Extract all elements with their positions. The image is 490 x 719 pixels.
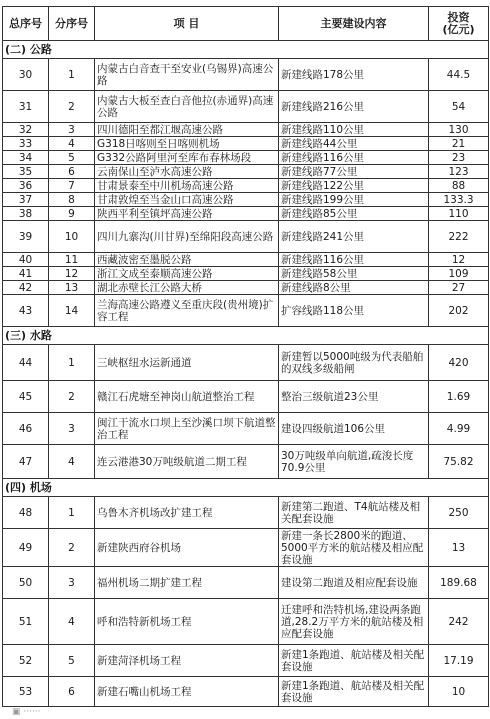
- cell-construction-content: 新建一条长2800米的跑道、5000平方米的航站楼及相应配套设施: [279, 529, 429, 567]
- table-row: [3, 165, 489, 179]
- cell-total-no: 42: [3, 281, 49, 295]
- cell-project-name: 连云港港30万吨级航道二期工程: [95, 445, 279, 479]
- cell-total-no: 34: [3, 151, 49, 165]
- cell-construction-content: 新建线路44公里: [279, 137, 429, 151]
- cell-project-name: 湖北赤壁长江公路大桥: [95, 281, 279, 295]
- cell-construction-content: 新建线路199公里: [279, 193, 429, 207]
- cell-sub-no: 11: [49, 253, 95, 267]
- table-row: [3, 123, 489, 137]
- cell-project-name: 西藏波密至墨脱公路: [95, 253, 279, 267]
- header-investment: 投资 (亿元): [429, 7, 489, 41]
- cell-investment: 202: [429, 295, 489, 327]
- cell-construction-content: 扩容线路118公里: [279, 295, 429, 327]
- cell-construction-content: 新建第二跑道、T4航站楼及相关配套设施: [279, 497, 429, 529]
- cell-project-name: 甘肃敦煌至当金山口高速公路: [95, 193, 279, 207]
- cell-construction-content: 新建线路58公里: [279, 267, 429, 281]
- table-body: [3, 41, 489, 707]
- cell-sub-no: 8: [49, 193, 95, 207]
- cell-total-no: 50: [3, 567, 49, 599]
- cell-total-no: 43: [3, 295, 49, 327]
- cell-project-name: 赣江石虎塘至神岗山航道整治工程: [95, 381, 279, 413]
- cell-investment: 123: [429, 165, 489, 179]
- header-project: 项 目: [95, 7, 279, 41]
- cell-sub-no: 2: [49, 91, 95, 123]
- cell-total-no: 33: [3, 137, 49, 151]
- project-table-document: [2, 6, 488, 707]
- cell-construction-content: 新建线路178公里: [279, 59, 429, 91]
- table-row: [3, 221, 489, 253]
- cell-sub-no: 7: [49, 179, 95, 193]
- cell-sub-no: 12: [49, 267, 95, 281]
- cell-construction-content: 新建线路77公里: [279, 165, 429, 179]
- cell-project-name: 三峡枢纽水运新通道: [95, 345, 279, 381]
- cell-total-no: 32: [3, 123, 49, 137]
- cell-project-name: 闽江干流水口坝上至沙溪口坝下航道整治工程: [95, 413, 279, 445]
- cell-construction-content: 新建暂以5000吨级为代表船舶的双线多级船闸: [279, 345, 429, 381]
- cell-total-no: 45: [3, 381, 49, 413]
- cell-investment: 109: [429, 267, 489, 281]
- cell-total-no: 47: [3, 445, 49, 479]
- cell-project-name: 福州机场二期扩建工程: [95, 567, 279, 599]
- cell-sub-no: 10: [49, 221, 95, 253]
- cell-total-no: 52: [3, 645, 49, 677]
- cell-project-name: 四川德阳至都江堰高速公路: [95, 123, 279, 137]
- cell-total-no: 30: [3, 59, 49, 91]
- cell-total-no: 49: [3, 529, 49, 567]
- cell-investment: 420: [429, 345, 489, 381]
- cell-investment: 250: [429, 497, 489, 529]
- cell-investment: 242: [429, 599, 489, 645]
- cell-investment: 17.19: [429, 645, 489, 677]
- table-row: [3, 207, 489, 221]
- cell-investment: 23: [429, 151, 489, 165]
- cell-investment: 27: [429, 281, 489, 295]
- cell-construction-content: 新建线路216公里: [279, 91, 429, 123]
- cell-total-no: 53: [3, 677, 49, 707]
- cell-project-name: 新建菏泽机场工程: [95, 645, 279, 677]
- cell-project-name: 新建石嘴山机场工程: [95, 677, 279, 707]
- cell-sub-no: 1: [49, 497, 95, 529]
- cell-sub-no: 3: [49, 413, 95, 445]
- section-row: [3, 479, 489, 497]
- cell-sub-no: 1: [49, 345, 95, 381]
- cell-construction-content: 新建线路116公里: [279, 151, 429, 165]
- cell-project-name: G318日喀则至日喀则机场: [95, 137, 279, 151]
- cell-sub-no: 9: [49, 207, 95, 221]
- cell-construction-content: 新建线路110公里: [279, 123, 429, 137]
- cell-sub-no: 3: [49, 123, 95, 137]
- cell-construction-content: 整治三级航道23公里: [279, 381, 429, 413]
- cell-total-no: 41: [3, 267, 49, 281]
- cell-sub-no: 4: [49, 445, 95, 479]
- cell-total-no: 44: [3, 345, 49, 381]
- cell-construction-content: 新建线路241公里: [279, 221, 429, 253]
- cell-total-no: 31: [3, 91, 49, 123]
- section-title: (三) 水路: [3, 327, 489, 345]
- cell-sub-no: 14: [49, 295, 95, 327]
- cell-investment: 13: [429, 529, 489, 567]
- table-row: [3, 151, 489, 165]
- cell-total-no: 51: [3, 599, 49, 645]
- cell-total-no: 38: [3, 207, 49, 221]
- cell-construction-content: 新建1条跑道、航站楼及相关配套设施: [279, 645, 429, 677]
- table-row: [3, 281, 489, 295]
- cell-investment: 110: [429, 207, 489, 221]
- table-row: [3, 91, 489, 123]
- header-content: 主要建设内容: [279, 7, 429, 41]
- cell-construction-content: 新建线路116公里: [279, 253, 429, 267]
- cell-investment: 75.82: [429, 445, 489, 479]
- cell-investment: 54: [429, 91, 489, 123]
- table-row: [3, 267, 489, 281]
- cell-sub-no: 4: [49, 137, 95, 151]
- cell-project-name: 内蒙古白音查干至安业(乌锡界)高速公路: [95, 59, 279, 91]
- table-row: [3, 645, 489, 677]
- cell-total-no: 40: [3, 253, 49, 267]
- table-row: [3, 445, 489, 479]
- cell-investment: 44.5: [429, 59, 489, 91]
- cell-construction-content: 建设第二跑道及相应配套设施: [279, 567, 429, 599]
- cell-construction-content: 新建1条跑道、航站楼及相关配套设施: [279, 677, 429, 707]
- cell-project-name: 乌鲁木齐机场改扩建工程: [95, 497, 279, 529]
- project-table: [2, 6, 489, 707]
- cell-project-name: 内蒙古大板至查白音他拉(赤通界)高速公路: [95, 91, 279, 123]
- table-row: [3, 137, 489, 151]
- cell-project-name: G332公路阿里河至库布春林场段: [95, 151, 279, 165]
- cell-total-no: 35: [3, 165, 49, 179]
- cell-project-name: 四川九寨沟(川甘界)至绵阳段高速公路: [95, 221, 279, 253]
- table-row: [3, 413, 489, 445]
- cell-construction-content: 迁建呼和浩特机场,建设两条跑道,28.2万平方米的航站楼及相应配套设施: [279, 599, 429, 645]
- watermark-image: ▣ ······: [12, 707, 41, 717]
- cell-sub-no: 1: [49, 59, 95, 91]
- table-row: [3, 59, 489, 91]
- cell-project-name: 陕西平利至镇坪高速公路: [95, 207, 279, 221]
- cell-sub-no: 6: [49, 677, 95, 707]
- cell-project-name: 新建陕西府谷机场: [95, 529, 279, 567]
- table-row: [3, 599, 489, 645]
- cell-investment: 130: [429, 123, 489, 137]
- cell-sub-no: 6: [49, 165, 95, 179]
- section-title: (四) 机场: [3, 479, 489, 497]
- cell-construction-content: 新建线路122公里: [279, 179, 429, 193]
- table-row: [3, 179, 489, 193]
- table-row: [3, 497, 489, 529]
- cell-investment: 4.99: [429, 413, 489, 445]
- cell-sub-no: 4: [49, 599, 95, 645]
- table-row: [3, 567, 489, 599]
- cell-total-no: 36: [3, 179, 49, 193]
- cell-construction-content: 新建线路8公里: [279, 281, 429, 295]
- cell-investment: 21: [429, 137, 489, 151]
- cell-sub-no: 3: [49, 567, 95, 599]
- cell-project-name: 呼和浩特新机场工程: [95, 599, 279, 645]
- cell-project-name: 云南保山至泸水高速公路: [95, 165, 279, 179]
- cell-total-no: 48: [3, 497, 49, 529]
- cell-sub-no: 2: [49, 529, 95, 567]
- cell-investment: 10: [429, 677, 489, 707]
- table-row: [3, 295, 489, 327]
- cell-investment: 12: [429, 253, 489, 267]
- table-row: [3, 381, 489, 413]
- cell-investment: 222: [429, 221, 489, 253]
- header-total-no: 总序号: [3, 7, 49, 41]
- cell-construction-content: 30万吨级单向航道,疏浚长度70.9公里: [279, 445, 429, 479]
- header-sub-no: 分序号: [49, 7, 95, 41]
- cell-construction-content: 建设四级航道106公里: [279, 413, 429, 445]
- table-row: [3, 193, 489, 207]
- cell-investment: 133.3: [429, 193, 489, 207]
- cell-total-no: 37: [3, 193, 49, 207]
- section-row: [3, 327, 489, 345]
- header-row: [3, 7, 489, 41]
- cell-project-name: 浙江文成至泰顺高速公路: [95, 267, 279, 281]
- section-row: [3, 41, 489, 59]
- cell-sub-no: 13: [49, 281, 95, 295]
- cell-construction-content: 新建线路85公里: [279, 207, 429, 221]
- cell-total-no: 39: [3, 221, 49, 253]
- table-row: [3, 529, 489, 567]
- cell-project-name: 兰海高速公路遵义至重庆段(贵州境)扩容工程: [95, 295, 279, 327]
- cell-investment: 1.69: [429, 381, 489, 413]
- cell-project-name: 甘肃景泰至中川机场高速公路: [95, 179, 279, 193]
- cell-investment: 88: [429, 179, 489, 193]
- section-title: (二) 公路: [3, 41, 489, 59]
- cell-sub-no: 2: [49, 381, 95, 413]
- table-row: [3, 677, 489, 707]
- cell-sub-no: 5: [49, 645, 95, 677]
- cell-investment: 189.68: [429, 567, 489, 599]
- cell-total-no: 46: [3, 413, 49, 445]
- cell-sub-no: 5: [49, 151, 95, 165]
- table-row: [3, 345, 489, 381]
- table-row: [3, 253, 489, 267]
